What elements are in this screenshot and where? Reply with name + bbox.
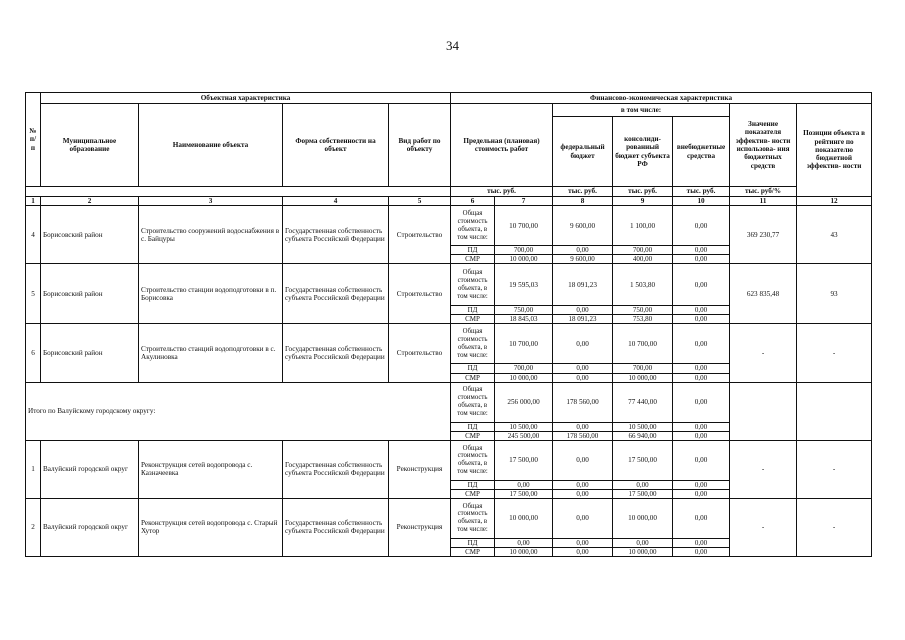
header-row-groups — [26, 93, 872, 104]
row-municipality: Валуйский городской округ — [41, 440, 139, 498]
value-extrabudget: 0,00 — [673, 538, 730, 547]
row-work: Строительство — [389, 324, 451, 382]
header-objective-group: Объектная характеристика — [41, 93, 451, 104]
value-total: 0,00 — [495, 480, 553, 489]
col-number: 12 — [797, 197, 872, 206]
value-extrabudget: 0,00 — [673, 246, 730, 255]
unit-extrabudget: тыс. руб. — [673, 187, 730, 197]
value-consolidated: 66 940,00 — [613, 431, 673, 440]
value-extrabudget: 0,00 — [673, 498, 730, 538]
value-consolidated: 700,00 — [613, 246, 673, 255]
value-total: 10 700,00 — [495, 206, 553, 246]
header-work-type: Вид работ по объекту — [389, 104, 451, 187]
pd-label: ПД — [451, 246, 495, 255]
value-federal: 0,00 — [553, 306, 613, 315]
value-extrabudget: 0,00 — [673, 489, 730, 498]
value-extrabudget: 0,00 — [673, 547, 730, 556]
value-total: 750,00 — [495, 306, 553, 315]
value-federal: 9 600,00 — [553, 255, 613, 264]
value-extrabudget: 0,00 — [673, 422, 730, 431]
value-federal: 178 560,00 — [553, 382, 613, 422]
col-number: 1 — [26, 197, 41, 206]
investment-objects-table — [25, 92, 872, 557]
value-federal: 0,00 — [553, 547, 613, 556]
value-federal: 0,00 — [553, 538, 613, 547]
value-extrabudget: 0,00 — [673, 431, 730, 440]
value-federal: 0,00 — [553, 364, 613, 373]
value-total: 18 845,03 — [495, 315, 553, 324]
row-num: 2 — [26, 498, 41, 556]
smr-label: СМР — [451, 431, 495, 440]
value-extrabudget: 0,00 — [673, 255, 730, 264]
row-municipality: Борисовский район — [41, 206, 139, 264]
value-total: 10 000,00 — [495, 373, 553, 382]
header-financial-group: Финансово-экономическая характеристика — [451, 93, 872, 104]
row-municipality: Борисовский район — [41, 264, 139, 324]
row-object: Строительство сооружений водоснабжения в с. Байцуры — [139, 206, 283, 264]
value-federal: 0,00 — [553, 489, 613, 498]
table-row — [26, 324, 872, 364]
header-efficiency: Значение показателя эффектив- ности использова- ния бюджетных средств — [730, 104, 797, 187]
value-total: 700,00 — [495, 246, 553, 255]
value-federal: 18 091,23 — [553, 315, 613, 324]
row-rating: - — [797, 324, 872, 382]
unit-federal: тыс. руб. — [553, 187, 613, 197]
value-federal: 9 600,00 — [553, 206, 613, 246]
col-number: 10 — [673, 197, 730, 206]
value-consolidated: 17 500,00 — [613, 489, 673, 498]
total-cost-label: Общая стоимость объекта, в том числе: — [451, 382, 495, 422]
header-extrabudget: внебюджетные средства — [673, 117, 730, 187]
col-number: 7 — [495, 197, 553, 206]
value-federal: 178 560,00 — [553, 431, 613, 440]
unit-consolidated: тыс. руб. — [613, 187, 673, 197]
table-row — [26, 206, 872, 246]
total-cost-label: Общая стоимость объекта, в том числе: — [451, 324, 495, 364]
value-total: 10 700,00 — [495, 324, 553, 364]
value-consolidated: 750,00 — [613, 306, 673, 315]
smr-label: СМР — [451, 373, 495, 382]
pd-label: ПД — [451, 538, 495, 547]
smr-label: СМР — [451, 489, 495, 498]
value-consolidated: 17 500,00 — [613, 440, 673, 480]
row-work: Строительство — [389, 206, 451, 264]
table-row — [26, 264, 872, 306]
unit-cost: тыс. руб. — [451, 187, 553, 197]
row-municipality: Борисовский район — [41, 324, 139, 382]
row-efficiency: - — [730, 440, 797, 498]
row-num: 5 — [26, 264, 41, 324]
value-federal: 0,00 — [553, 480, 613, 489]
value-extrabudget: 0,00 — [673, 264, 730, 306]
row-municipality: Валуйский городской округ — [41, 498, 139, 556]
value-federal: 0,00 — [553, 440, 613, 480]
value-total: 10 000,00 — [495, 547, 553, 556]
units-row — [26, 187, 872, 197]
value-consolidated: 0,00 — [613, 538, 673, 547]
value-consolidated: 1 100,00 — [613, 206, 673, 246]
total-cost-label: Общая стоимость объекта, в том числе: — [451, 498, 495, 538]
value-extrabudget: 0,00 — [673, 324, 730, 364]
row-ownership: Государственная собственность субъекта Российской Федерации — [283, 498, 389, 556]
row-ownership: Государственная собственность субъекта Российской Федерации — [283, 440, 389, 498]
header-num: № п/п — [26, 93, 41, 187]
value-federal: 0,00 — [553, 324, 613, 364]
value-consolidated: 400,00 — [613, 255, 673, 264]
row-ownership: Государственная собственность субъекта Российской Федерации — [283, 324, 389, 382]
table-row — [26, 440, 872, 480]
header-max-cost: Предельная (плановая) стоимость работ — [451, 104, 553, 187]
value-total: 10 000,00 — [495, 498, 553, 538]
total-cost-label: Общая стоимость объекта, в том числе: — [451, 206, 495, 246]
value-extrabudget: 0,00 — [673, 373, 730, 382]
value-federal: 0,00 — [553, 498, 613, 538]
pd-label: ПД — [451, 306, 495, 315]
value-extrabudget: 0,00 — [673, 440, 730, 480]
column-number-row — [26, 197, 872, 206]
col-number: 5 — [389, 197, 451, 206]
row-work: Реконструкция — [389, 440, 451, 498]
header-consolidated: консолиди- рованный бюджет субъекта РФ — [613, 117, 673, 187]
row-object: Реконструкция сетей водопровода с. Старый Хутор — [139, 498, 283, 556]
value-federal: 0,00 — [553, 246, 613, 255]
value-total: 19 595,03 — [495, 264, 553, 306]
row-num: 4 — [26, 206, 41, 264]
value-consolidated: 10 000,00 — [613, 498, 673, 538]
value-total: 245 500,00 — [495, 431, 553, 440]
value-total: 10 500,00 — [495, 422, 553, 431]
value-extrabudget: 0,00 — [673, 382, 730, 422]
header-object-name: Наименование объекта — [139, 104, 283, 187]
value-consolidated: 10 000,00 — [613, 547, 673, 556]
smr-label: СМР — [451, 547, 495, 556]
total-cost-label: Общая стоимость объекта, в том числе: — [451, 264, 495, 306]
row-num: 1 — [26, 440, 41, 498]
header-row-including — [26, 104, 872, 117]
row-num: 6 — [26, 324, 41, 382]
header-rating: Позиции объекта в рейтинге по показателю бюджетной эффектив- ности — [797, 104, 872, 197]
value-extrabudget: 0,00 — [673, 206, 730, 246]
subtotal-row — [26, 382, 872, 422]
header-federal: федеральный бюджет — [553, 117, 613, 187]
subtotal-label: Итого по Валуйскому городскому округу: — [26, 382, 451, 440]
value-consolidated: 0,00 — [613, 480, 673, 489]
pd-label: ПД — [451, 422, 495, 431]
pd-label: ПД — [451, 480, 495, 489]
header-ownership: Форма собственности на объект — [283, 104, 389, 187]
value-consolidated: 753,80 — [613, 315, 673, 324]
row-rating: - — [797, 498, 872, 556]
row-work: Реконструкция — [389, 498, 451, 556]
header-including: в том числе: — [553, 104, 730, 117]
smr-label: СМР — [451, 315, 495, 324]
row-object: Строительство станции водоподготовки в п. Борисовка — [139, 264, 283, 324]
value-federal: 0,00 — [553, 422, 613, 431]
value-consolidated: 700,00 — [613, 364, 673, 373]
header-municipality: Муниципальное образование — [41, 104, 139, 187]
value-extrabudget: 0,00 — [673, 306, 730, 315]
row-rating: 93 — [797, 264, 872, 324]
value-consolidated: 77 440,00 — [613, 382, 673, 422]
row-efficiency: - — [730, 324, 797, 382]
row-efficiency: 623 835,48 — [730, 264, 797, 324]
row-object: Реконструкция сетей водопровода с. Казначеевка — [139, 440, 283, 498]
row-rating: 43 — [797, 206, 872, 264]
row-efficiency: 369 230,77 — [730, 206, 797, 264]
value-total: 17 500,00 — [495, 489, 553, 498]
page-number: 34 — [446, 38, 459, 53]
col-number: 8 — [553, 197, 613, 206]
value-federal: 0,00 — [553, 373, 613, 382]
value-consolidated: 10 500,00 — [613, 422, 673, 431]
table-row — [26, 498, 872, 538]
unit-efficiency: тыс. руб/% — [730, 187, 797, 197]
value-consolidated: 10 000,00 — [613, 373, 673, 382]
col-number: 9 — [613, 197, 673, 206]
row-rating: - — [797, 440, 872, 498]
col-number: 4 — [283, 197, 389, 206]
col-number: 2 — [41, 197, 139, 206]
value-extrabudget: 0,00 — [673, 364, 730, 373]
row-efficiency: - — [730, 498, 797, 556]
value-total: 0,00 — [495, 538, 553, 547]
smr-label: СМР — [451, 255, 495, 264]
pd-label: ПД — [451, 364, 495, 373]
value-total: 256 000,00 — [495, 382, 553, 422]
value-total: 17 500,00 — [495, 440, 553, 480]
col-number: 3 — [139, 197, 283, 206]
value-extrabudget: 0,00 — [673, 315, 730, 324]
value-consolidated: 10 700,00 — [613, 324, 673, 364]
row-object: Строительство станций водоподготовки в с. Акулиновка — [139, 324, 283, 382]
value-total: 700,00 — [495, 364, 553, 373]
value-total: 10 000,00 — [495, 255, 553, 264]
col-number: 11 — [730, 197, 797, 206]
row-work: Строительство — [389, 264, 451, 324]
row-ownership: Государственная собственность субъекта Российской Федерации — [283, 206, 389, 264]
value-extrabudget: 0,00 — [673, 480, 730, 489]
row-ownership: Государственная собственность субъекта Российской Федерации — [283, 264, 389, 324]
value-consolidated: 1 503,80 — [613, 264, 673, 306]
value-federal: 18 091,23 — [553, 264, 613, 306]
total-cost-label: Общая стоимость объекта, в том числе: — [451, 440, 495, 480]
col-number: 6 — [451, 197, 495, 206]
